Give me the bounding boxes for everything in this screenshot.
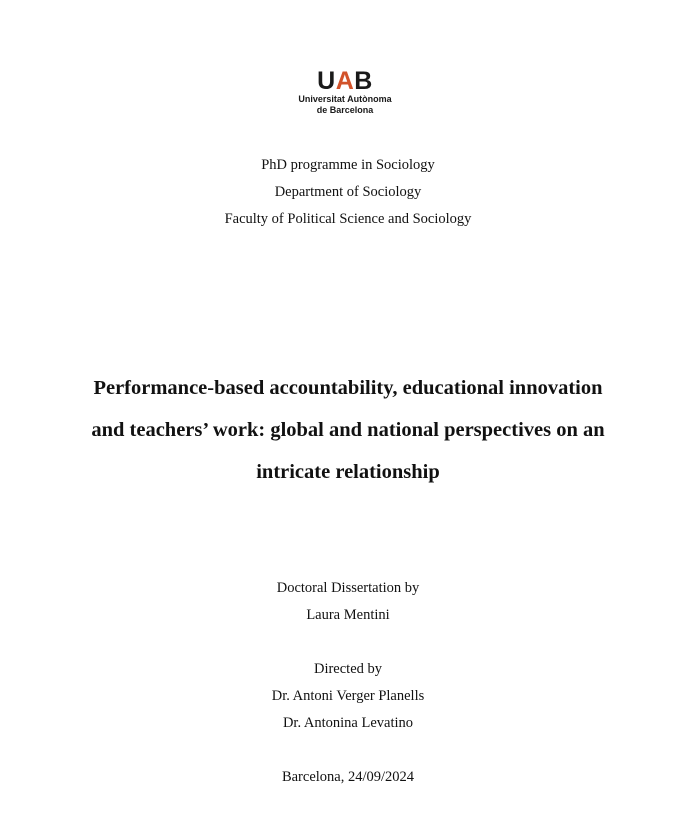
programme-name: PhD programme in Sociology (261, 157, 435, 173)
supervisor-name: Dr. Antonina Levatino (282, 715, 414, 731)
author-block (0, 575, 690, 629)
title-line: intricate relationship (256, 461, 440, 483)
logo-university-name: Universitat Autònoma (298, 94, 392, 104)
logo-city-name: de Barcelona (316, 105, 374, 115)
logo-letter-b: B (354, 67, 373, 95)
faculty-name: Faculty of Political Science and Sociology (224, 211, 472, 227)
supervisors-block (0, 656, 690, 737)
dissertation-title (0, 367, 690, 493)
department-name: Department of Sociology (274, 184, 422, 200)
supervisors-label: Directed by (313, 661, 383, 677)
affiliation-block (0, 152, 690, 233)
supervisor-name: Dr. Antoni Verger Planells (271, 688, 425, 704)
author-label: Doctoral Dissertation by (276, 580, 420, 596)
title-line: Performance-based accountability, educational innovation (93, 377, 603, 399)
author-name: Laura Mentini (306, 607, 390, 623)
title-line: and teachers’ work: global and national perspectives on an (91, 419, 605, 441)
logo-letter-u: U (317, 67, 336, 95)
university-logo (0, 68, 690, 116)
place-date: Barcelona, 24/09/2024 (281, 769, 415, 785)
uab-logo-mark (317, 68, 373, 94)
logo-letter-a: A (335, 67, 355, 95)
